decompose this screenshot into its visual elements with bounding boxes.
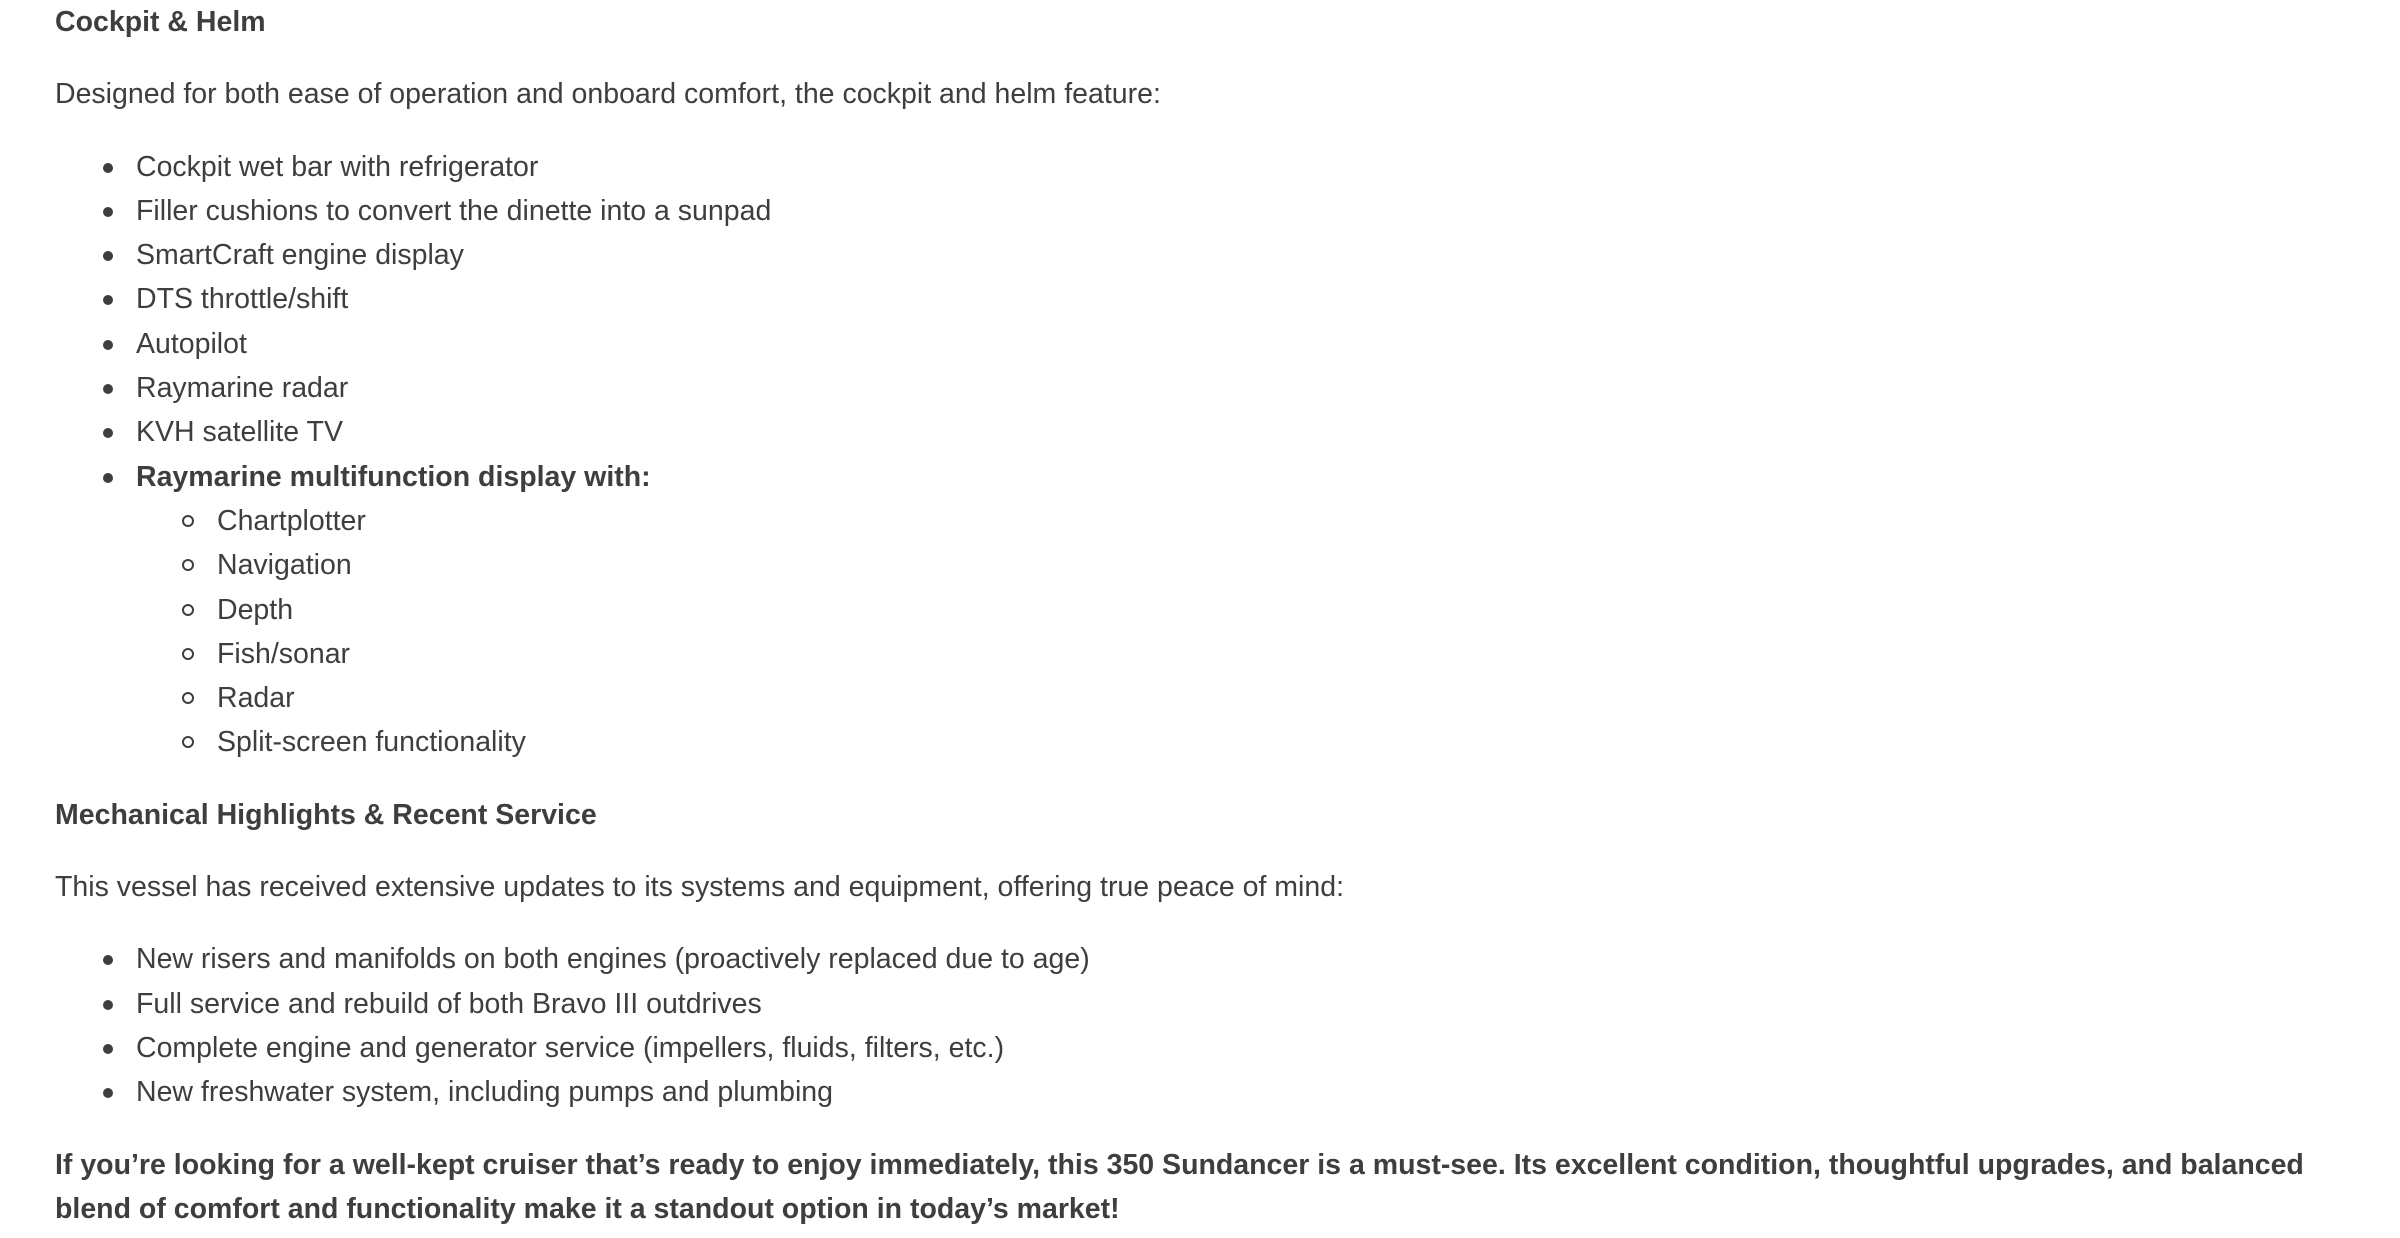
list-item: Filler cushions to convert the dinette into a sunpad <box>55 189 2385 233</box>
list-item: Autopilot <box>55 322 2385 366</box>
bullet-icon <box>103 1044 113 1054</box>
list-item: DTS throttle/shift <box>55 277 2385 321</box>
bullet-icon <box>103 163 113 173</box>
bullet-icon <box>103 1088 113 1098</box>
mechanical-heading: Mechanical Highlights & Recent Service <box>55 798 597 831</box>
circle-bullet-icon <box>182 692 194 704</box>
bullet-icon <box>103 251 113 261</box>
bullet-icon <box>103 473 113 483</box>
mfd-feature-list <box>136 499 2385 765</box>
closing-statement: If you’re looking for a well-kept cruiser that’s ready to enjoy immediately, this 350 Sundancer is a must-see. Its excellent condition, thoughtful upgrades, and balanced blend of comfort and functionality make it a standout option in today’s market! <box>55 1148 2304 1225</box>
list-item-mfd <box>55 455 2385 765</box>
bullet-icon <box>103 295 113 305</box>
listing-description <box>55 0 2385 1231</box>
circle-bullet-icon <box>182 559 194 571</box>
list-item: Full service and rebuild of both Bravo III outdrives <box>55 982 2385 1026</box>
circle-bullet-icon <box>182 736 194 748</box>
bullet-icon <box>103 1000 113 1010</box>
cockpit-heading: Cockpit & Helm <box>55 6 266 38</box>
list-item: New freshwater system, including pumps and plumbing <box>55 1070 2385 1114</box>
list-item: Complete engine and generator service (impellers, fluids, filters, etc.) <box>55 1026 2385 1070</box>
bullet-icon <box>103 207 113 217</box>
list-item: Cockpit wet bar with refrigerator <box>55 145 2385 189</box>
circle-bullet-icon <box>182 515 194 527</box>
circle-bullet-icon <box>182 648 194 660</box>
list-item: KVH satellite TV <box>55 410 2385 454</box>
sub-list-item: Navigation <box>136 543 2385 587</box>
mfd-label: Raymarine multifunction display with: <box>136 460 651 493</box>
sub-list-item: Chartplotter <box>136 499 2385 543</box>
list-item: SmartCraft engine display <box>55 233 2385 277</box>
sub-list-item: Fish/sonar <box>136 632 2385 676</box>
mechanical-list <box>55 937 2385 1114</box>
bullet-icon <box>103 384 113 394</box>
bullet-icon <box>103 428 113 438</box>
sub-list-item: Depth <box>136 588 2385 632</box>
bullet-icon <box>103 340 113 350</box>
sub-list-item: Split-screen functionality <box>136 720 2385 764</box>
mechanical-intro: This vessel has received extensive updates to its systems and equipment, offering true peace of mind: <box>55 871 1344 904</box>
sub-list-item: Radar <box>136 676 2385 720</box>
list-item: Raymarine radar <box>55 366 2385 410</box>
cockpit-intro: Designed for both ease of operation and onboard comfort, the cockpit and helm feature: <box>55 78 1161 111</box>
cockpit-feature-list <box>55 145 2385 765</box>
circle-bullet-icon <box>182 604 194 616</box>
list-item: New risers and manifolds on both engines (proactively replaced due to age) <box>55 937 2385 981</box>
bullet-icon <box>103 955 113 965</box>
